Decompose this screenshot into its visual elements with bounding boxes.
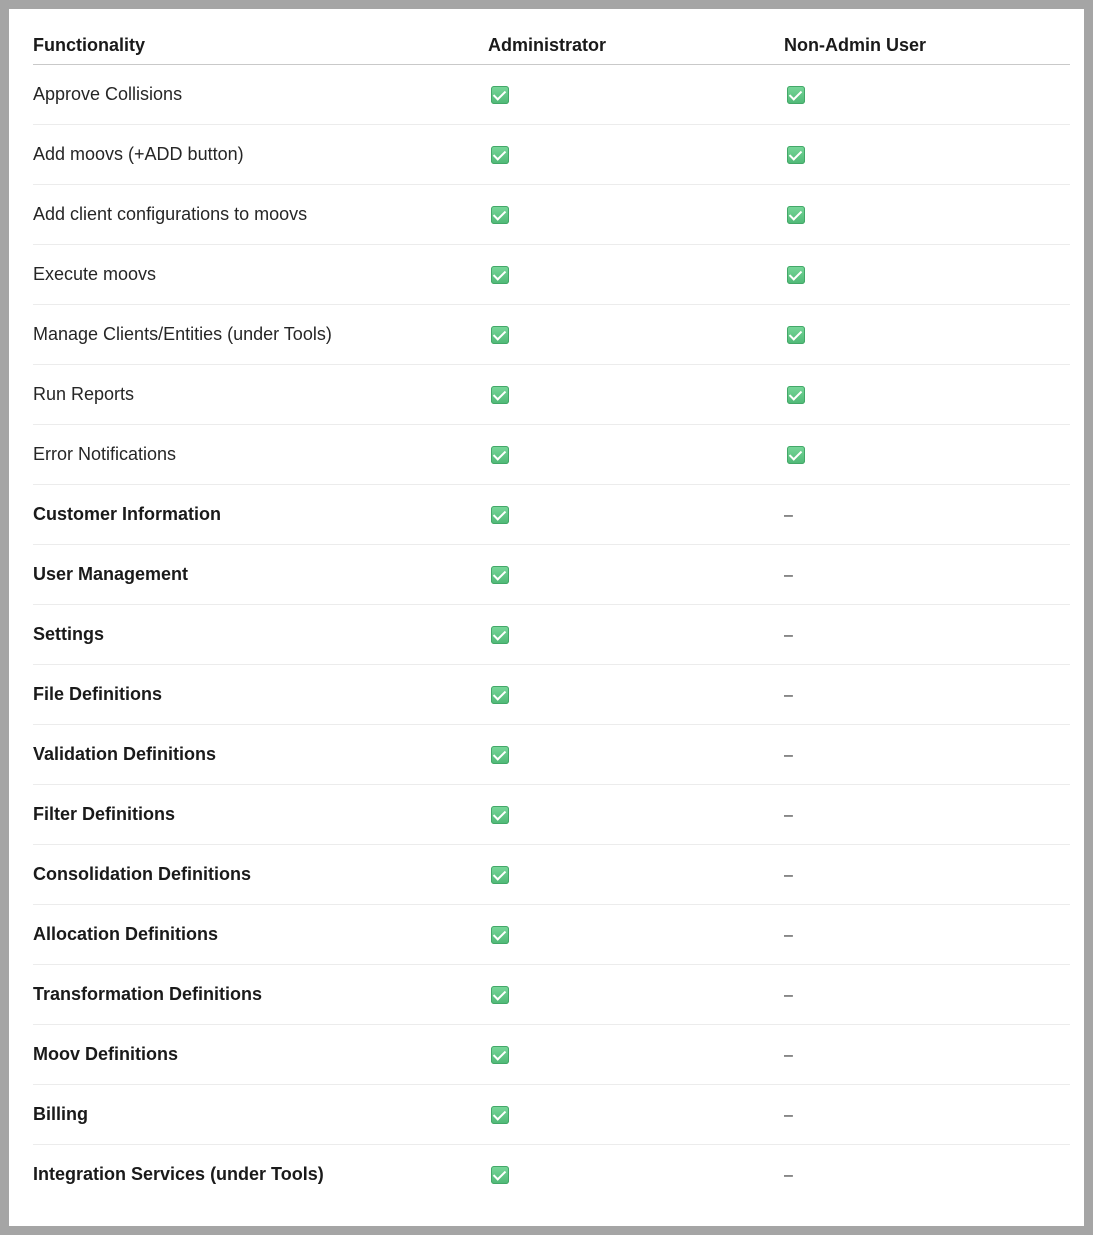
non-admin-permission-cell bbox=[784, 845, 1070, 905]
functionality-label: File Definitions bbox=[33, 665, 488, 725]
administrator-permission-cell bbox=[488, 965, 784, 1025]
non-admin-permission-cell bbox=[784, 1085, 1070, 1145]
column-header-functionality: Functionality bbox=[33, 27, 488, 65]
functionality-label: Add moovs (+ADD button) bbox=[33, 125, 488, 185]
administrator-permission-cell bbox=[488, 125, 784, 185]
table-header bbox=[33, 27, 1070, 65]
check-mark-button-icon bbox=[491, 1106, 509, 1124]
check-mark-button-icon bbox=[491, 866, 509, 884]
table-body bbox=[33, 65, 1070, 1205]
table-row bbox=[33, 905, 1070, 965]
table-row bbox=[33, 665, 1070, 725]
functionality-label: Integration Services (under Tools) bbox=[33, 1164, 324, 1184]
check-mark-button-icon bbox=[491, 686, 509, 704]
non-admin-permission-cell bbox=[784, 185, 1070, 245]
functionality-label: Error Notifications bbox=[33, 425, 488, 485]
functionality-label: Customer Information bbox=[33, 485, 488, 545]
not-available-dash: – bbox=[784, 1047, 793, 1064]
administrator-permission-cell bbox=[488, 305, 784, 365]
non-admin-permission-cell bbox=[784, 905, 1070, 965]
check-mark-button-icon bbox=[491, 386, 509, 404]
non-admin-permission-cell bbox=[784, 665, 1070, 725]
check-mark-button-icon bbox=[491, 806, 509, 824]
check-mark-button-icon bbox=[491, 146, 509, 164]
permissions-table bbox=[33, 27, 1070, 1204]
functionality-label: Transformation Definitions bbox=[33, 965, 488, 1025]
functionality-label: Execute moovs bbox=[33, 245, 488, 305]
functionality-label: Run Reports bbox=[33, 365, 488, 425]
table-row bbox=[33, 425, 1070, 485]
check-mark-button-icon bbox=[787, 206, 805, 224]
non-admin-permission-cell bbox=[784, 1145, 1070, 1205]
non-admin-permission-cell bbox=[784, 485, 1070, 545]
check-mark-button-icon bbox=[491, 746, 509, 764]
column-header-administrator: Administrator bbox=[488, 27, 784, 65]
table-row bbox=[33, 785, 1070, 845]
table-row bbox=[33, 365, 1070, 425]
table-row bbox=[33, 1025, 1070, 1085]
check-mark-button-icon bbox=[491, 1046, 509, 1064]
functionality-label: Manage Clients/Entities (under Tools) bbox=[33, 305, 488, 365]
permissions-panel bbox=[9, 9, 1084, 1226]
not-available-dash: – bbox=[784, 747, 793, 764]
non-admin-permission-cell bbox=[784, 605, 1070, 665]
administrator-permission-cell bbox=[488, 185, 784, 245]
non-admin-permission-cell bbox=[784, 365, 1070, 425]
column-header-non-admin-user: Non-Admin User bbox=[784, 27, 1070, 65]
non-admin-permission-cell bbox=[784, 245, 1070, 305]
check-mark-button-icon bbox=[491, 506, 509, 524]
header-row bbox=[33, 27, 1070, 65]
check-mark-button-icon bbox=[787, 326, 805, 344]
administrator-permission-cell bbox=[488, 785, 784, 845]
administrator-permission-cell bbox=[488, 365, 784, 425]
check-mark-button-icon bbox=[491, 926, 509, 944]
check-mark-button-icon bbox=[787, 86, 805, 104]
administrator-permission-cell bbox=[488, 1085, 784, 1145]
table-row bbox=[33, 185, 1070, 245]
table-row bbox=[33, 1145, 1070, 1205]
non-admin-permission-cell bbox=[784, 65, 1070, 125]
administrator-permission-cell bbox=[488, 245, 784, 305]
not-available-dash: – bbox=[784, 807, 793, 824]
administrator-permission-cell bbox=[488, 65, 784, 125]
administrator-permission-cell bbox=[488, 1145, 784, 1205]
non-admin-permission-cell bbox=[784, 785, 1070, 845]
administrator-permission-cell bbox=[488, 485, 784, 545]
check-mark-button-icon bbox=[491, 206, 509, 224]
non-admin-permission-cell bbox=[784, 305, 1070, 365]
check-mark-button-icon bbox=[491, 446, 509, 464]
not-available-dash: – bbox=[784, 1107, 793, 1124]
check-mark-button-icon bbox=[491, 266, 509, 284]
administrator-permission-cell bbox=[488, 905, 784, 965]
not-available-dash: – bbox=[784, 1167, 793, 1184]
administrator-permission-cell bbox=[488, 845, 784, 905]
functionality-label: Allocation Definitions bbox=[33, 905, 488, 965]
table-row bbox=[33, 725, 1070, 785]
administrator-permission-cell bbox=[488, 1025, 784, 1085]
table-row bbox=[33, 485, 1070, 545]
functionality-label: Add client configurations to moovs bbox=[33, 185, 488, 245]
table-row bbox=[33, 545, 1070, 605]
not-available-dash: – bbox=[784, 507, 793, 524]
table-row bbox=[33, 245, 1070, 305]
check-mark-button-icon bbox=[787, 386, 805, 404]
table-row bbox=[33, 965, 1070, 1025]
check-mark-button-icon bbox=[787, 266, 805, 284]
not-available-dash: – bbox=[784, 627, 793, 644]
non-admin-permission-cell bbox=[784, 545, 1070, 605]
not-available-dash: – bbox=[784, 567, 793, 584]
check-mark-button-icon bbox=[491, 326, 509, 344]
functionality-label: Consolidation Definitions bbox=[33, 845, 488, 905]
table-row bbox=[33, 605, 1070, 665]
table-row bbox=[33, 65, 1070, 125]
non-admin-permission-cell bbox=[784, 125, 1070, 185]
administrator-permission-cell bbox=[488, 425, 784, 485]
check-mark-button-icon bbox=[491, 86, 509, 104]
table-row bbox=[33, 125, 1070, 185]
not-available-dash: – bbox=[784, 987, 793, 1004]
table-row bbox=[33, 845, 1070, 905]
non-admin-permission-cell bbox=[784, 425, 1070, 485]
check-mark-button-icon bbox=[787, 146, 805, 164]
check-mark-button-icon bbox=[491, 566, 509, 584]
administrator-permission-cell bbox=[488, 545, 784, 605]
functionality-label: Billing bbox=[33, 1085, 488, 1145]
functionality-label: Moov Definitions bbox=[33, 1025, 488, 1085]
non-admin-permission-cell bbox=[784, 725, 1070, 785]
non-admin-permission-cell bbox=[784, 1025, 1070, 1085]
functionality-label: Approve Collisions bbox=[33, 65, 488, 125]
table-row bbox=[33, 1085, 1070, 1145]
not-available-dash: – bbox=[784, 867, 793, 884]
not-available-dash: – bbox=[784, 687, 793, 704]
functionality-label: Validation Definitions bbox=[33, 725, 488, 785]
table-row bbox=[33, 305, 1070, 365]
non-admin-permission-cell bbox=[784, 965, 1070, 1025]
not-available-dash: – bbox=[784, 927, 793, 944]
check-mark-button-icon bbox=[491, 626, 509, 644]
functionality-label: Settings bbox=[33, 605, 488, 665]
functionality-label: User Management bbox=[33, 545, 488, 605]
check-mark-button-icon bbox=[491, 986, 509, 1004]
functionality-label: Filter Definitions bbox=[33, 785, 488, 845]
administrator-permission-cell bbox=[488, 725, 784, 785]
check-mark-button-icon bbox=[491, 1166, 509, 1184]
check-mark-button-icon bbox=[787, 446, 805, 464]
administrator-permission-cell bbox=[488, 665, 784, 725]
administrator-permission-cell bbox=[488, 605, 784, 665]
